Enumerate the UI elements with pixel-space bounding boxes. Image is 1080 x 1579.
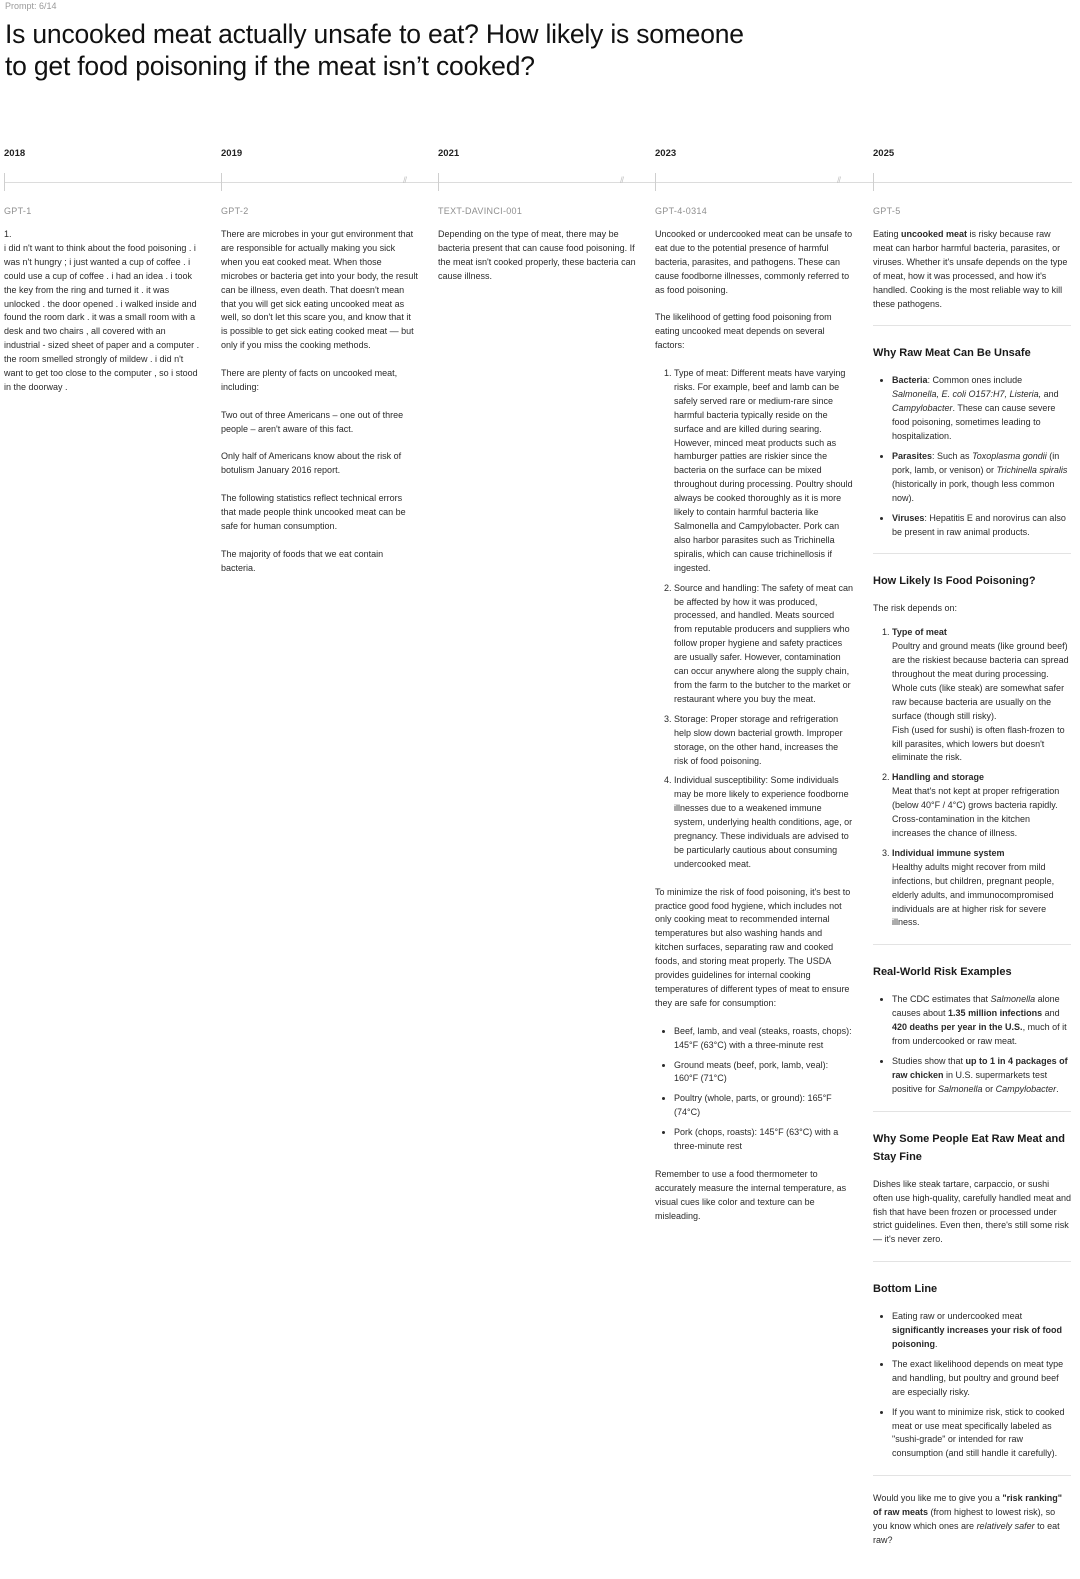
response-paragraph: The following statistics reflect technical errors that made people think uncooked meat can be safe for human consumption. [221,493,406,531]
gpt2-response [221,228,419,589]
list-item: 2. Source and handling: The safety of meat can be affected by how it was produced, processed, and handled. Meats sourced from reputable producers and suppliers who follow proper hygiene and safety practices are usually safer. However, contamination can occur anywhere along the supply chain, from the farm to the butcher to the market or restaurant where you buy the meat. [674,582,853,707]
list-item: 2. Handling and storage Meat that's not kept at proper refrigeration (below 40°F / 4°C) grows bacteria rapidly. Cross-contamination in the kitchen increases the chance of illness. [892,771,1071,841]
list-item: • The exact likelihood depends on meat type and handling, but poultry and ground beef are especially risky. [892,1358,1071,1400]
response-paragraph: 1. [4,229,12,239]
list-item: 1. Type of meat: Different meats have varying risks. For example, beef and lamb can be safely served rare or medium-rare since harmful bacteria typically reside on the surface and are killed during searing. However, minced meat products such as hamburger patties are riskier since the bacteria on the surface can be mixed throughout during processing. Poultry should always be cooked thoroughly as it is more likely to contain harmful bacteria like Salmonella and Campylobacter. Pork can also harbor parasites such as Trichinella spiralis, which can cause trichinellosis if ingested. [674,367,853,576]
risk-factor-list [873,626,1071,930]
list-item: • Pork (chops, roasts): 145°F (63°C) with a three-minute rest [674,1126,853,1154]
list-item: • The CDC estimates that Salmonella alone causes about 1.35 million infections and 420 deaths per year in the U.S., much of it from undercooked or raw meat. [892,993,1071,1049]
model-label: GPT-5 [873,206,901,216]
list-item: 3. Storage: Proper storage and refrigeration help slow down bacterial growth. Improper storage, on the other hand, increases the risk of food poisoning. [674,713,853,769]
timeline-year: 2019 [221,148,243,159]
response-paragraph: To minimize the risk of food poisoning, it's best to practice good food hygiene, which includes not only cooking meat to recommended internal temperatures but also washing hands and kitchen surfaces, separating raw and cooked foods, and storing meat properly. The USDA provides guidelines for internal cooking temperatures of different types of meat to ensure they are safe for consumption: [655,886,851,1008]
section-heading: Bottom Line [873,1283,938,1296]
model-label: GPT-1 [4,206,32,216]
response-paragraph: Only half of Americans know about the risk of botulism January 2016 report. [221,451,402,476]
section-heading: Why Raw Meat Can Be Unsafe [873,347,1031,360]
section-divider [873,1111,1071,1112]
section-heading: How Likely Is Food Poisoning? [873,575,1036,588]
pathogen-list [873,374,1071,539]
response-paragraph: i did n't want to think about the food poisoning . i was n't hungry ; i just wanted a cup of coffee . i could use a cup of coffee . i had an idea . i took the key from the ring and turned it . it was unlocked . the door opened . i walked inside and found the room dark . it was a small room with a desk and two chairs , all covered with an industrial - sized sheet of paper and a computer . the room smelled strongly of mildew . i did n't want to get too close to the computer , so i stood in the doorway . [4,242,200,392]
response-paragraph: There are microbes in your gut environment that are responsible for actually making you sick when you eat cooked meat. When those microbes or bacteria get into your body, the result can be illness, even death. That doesn't mean that you will get sick eating uncooked meat as well, so don't let this scare you, and know that it is possible to get sick eating cooked meat — but only if you miss the cooking methods. [221,229,418,351]
timeline-year: 2018 [4,148,26,159]
list-item: • Viruses: Hepatitis E and norovirus can also be present in raw animal products. [892,512,1071,540]
section-heading: Real-World Risk Examples [873,966,1012,979]
list-item: • Studies show that up to 1 in 4 packages of raw chicken in U.S. supermarkets test positive for Salmonella or Campylobacter. [892,1055,1071,1097]
timeline-year: 2021 [438,148,460,159]
model-label: GPT-4-0314 [655,206,708,216]
list-item: • If you want to minimize risk, stick to cooked meat or use meat specifically labeled as "sushi-grade" or intended for raw consumption (and still handle it carefully). [892,1406,1071,1462]
response-paragraph: Depending on the type of meat, there may be bacteria present that can cause food poisoning. If the meat isn't cooked properly, these bacteria can cause illness. [438,229,636,281]
timeline-tick [438,173,439,191]
factor-list [655,367,853,872]
list-item: 4. Individual susceptibility: Some individuals may be more likely to experience foodborne illnesses due to a weakened immune system, underlying health conditions, age, or pregnancy. These individuals are advised to be particularly cautious about consuming undercooked meat. [674,774,853,871]
gpt5-response [873,228,1071,1562]
temperature-list [655,1025,853,1154]
timeline-tick [4,173,5,191]
davinci-response [438,228,636,298]
response-paragraph: Uncooked or undercooked meat can be unsafe to eat due to the potential presence of harmful bacteria, parasites, and pathogens. These can cause foodborne illnesses, commonly referred to as food poisoning. [655,229,853,295]
timeline-tick [655,173,656,191]
list-item: 1. Type of meat Poultry and ground meats (like ground beef) are the riskiest because bacteria can spread throughout the meat during processing. Whole cuts (like steak) are somewhat safer raw because bacteria are usually on the surface (though still risky). Fish (used for sushi) is often flash-frozen to kill parasites, which lowers but doesn't eliminate the risk. [892,626,1071,765]
timeline-tick [873,173,874,191]
example-list [873,993,1071,1096]
timeline-year: 2025 [873,148,895,159]
bottom-line-list [873,1310,1071,1461]
prompt-counter: Prompt: 6/14 [5,1,57,11]
section-heading: Why Some People Eat Raw Meat and Stay Fine [873,1132,1065,1163]
model-label: GPT-2 [221,206,249,216]
response-paragraph: The risk depends on: [873,603,958,614]
response-paragraph: Dishes like steak tartare, carpaccio, or sushi often use high-quality, carefully handled meat and fish that have been frozen or processed under strict guidelines. Even then, there's still some risk — it's never zero. [873,1178,1071,1245]
response-paragraph: There are plenty of facts on uncooked meat, including: [221,368,398,392]
closing-question: Would you like me to give you a "risk ranking" of raw meats (from highest to lowest risk), so you know which ones are relatively safer to eat raw? [873,1493,1062,1545]
gpt4-response [655,228,853,1237]
list-item: • Bacteria: Common ones include Salmonella, E. coli O157:H7, Listeria, and Campylobacter. These can cause severe food poisoning, sometimes leading to hospitalization. [892,374,1071,444]
response-paragraph: The majority of foods that we eat contain bacteria. [221,548,384,573]
response-paragraph: Remember to use a food thermometer to accurately measure the internal temperature, as visual cues like color and texture can be misleading. [655,1168,847,1221]
section-divider [873,1261,1071,1262]
timeline-break-mark: // [403,175,407,185]
section-divider [873,325,1071,326]
timeline-axis [4,182,1072,183]
intro-paragraph: Eating uncooked meat is risky because raw meat can harbor harmful bacteria, parasites, or viruses. Whether it's unsafe depends on the type of meat, how it was processed, and how it's handled. Cooking is the most reliable way to kill these pathogens. [873,229,1068,309]
list-item: • Ground meats (beef, pork, lamb, veal): 160°F (71°C) [674,1059,853,1087]
section-divider [873,553,1071,554]
page-title: Is uncooked meat actually unsafe to eat? How likely is someone to get food poisoning if the meat isn’t cooked? [5,19,744,81]
timeline-year: 2023 [655,148,677,159]
list-item: 3. Individual immune system Healthy adults might recover from mild infections, but children, pregnant people, elderly adults, and immunocompromised individuals are at higher risk for severe illness. [892,847,1071,930]
section-divider [873,1475,1071,1476]
timeline-tick [221,173,222,191]
timeline [0,148,1080,216]
gpt1-response [4,228,202,395]
model-label: TEXT-DAVINCI-001 [438,206,523,216]
list-item: • Beef, lamb, and veal (steaks, roasts, chops): 145°F (63°C) with a three-minute rest [674,1025,853,1053]
list-item: • Parasites: Such as Toxoplasma gondii (in pork, lamb, or venison) or Trichinella spiralis (historically in pork, though less common now). [892,450,1071,506]
timeline-break-mark: // [837,175,841,185]
list-item: • Eating raw or undercooked meat significantly increases your risk of food poisoning. [892,1310,1071,1352]
timeline-break-mark: // [620,175,624,185]
list-item: • Poultry (whole, parts, or ground): 165°F (74°C) [674,1092,853,1120]
response-paragraph: The likelihood of getting food poisoning from eating uncooked meat depends on several factors: [655,312,832,351]
section-divider [873,944,1071,945]
response-paragraph: Two out of three Americans – one out of three people – aren't aware of this fact. [221,409,404,434]
